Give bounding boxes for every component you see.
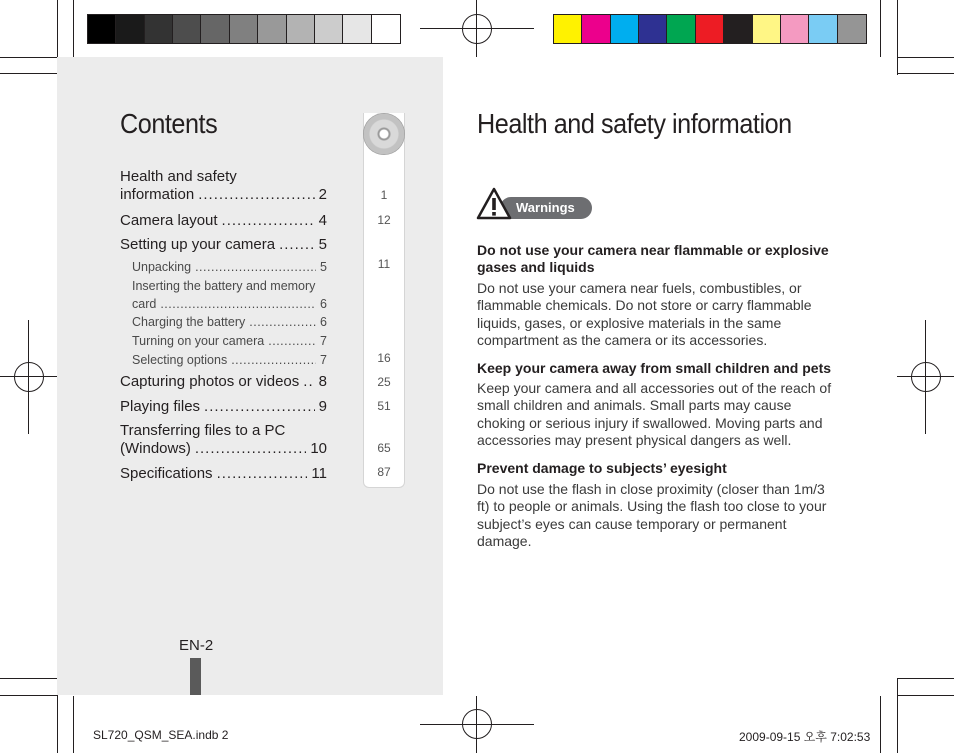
toc-entry-title: Camera layout — [120, 212, 218, 229]
section-heading-children: Keep your camera away from small children and pets — [477, 360, 832, 376]
gray-swatch — [88, 15, 116, 43]
toc-entry[interactable] — [120, 212, 327, 230]
toc-entry-title: Capturing photos or videos — [120, 373, 300, 390]
disc-tab-page: 65 — [377, 441, 391, 455]
gray-swatch — [258, 15, 286, 43]
warnings-badge — [500, 197, 592, 219]
gray-swatch — [372, 15, 400, 43]
color-swatch — [667, 15, 695, 43]
toc-leader-dots — [160, 295, 316, 313]
page-number: EN-2 — [179, 637, 214, 654]
toc-entry-title: Unpacking — [132, 260, 192, 274]
toc-entry-page: 11 — [311, 465, 327, 482]
toc-leader-dots — [195, 258, 316, 276]
gray-swatch — [343, 15, 371, 43]
toc-entry-page: 2 — [318, 186, 327, 203]
color-swatch — [639, 15, 667, 43]
toc-entry-title: information — [120, 186, 195, 203]
toc-leader-dots — [303, 373, 314, 391]
toc-entry-title: Inserting the battery and memory — [132, 279, 316, 293]
health-title: Health and safety information — [477, 108, 792, 139]
toc-leader-dots — [231, 351, 316, 369]
toc-leader-dots — [198, 186, 314, 204]
toc-entry-page: 6 — [320, 297, 327, 311]
toc-leader-dots — [217, 465, 308, 483]
contents-title: Contents — [120, 108, 218, 139]
toc-entry-page: 10 — [310, 440, 327, 457]
section-body-flammable: Do not use your camera near fuels, combustibles, or flammable chemicals. Do not store or carry flammable liquids, gases, or explosive materials in the same compartment as the camera or its accessories. — [477, 280, 812, 348]
toc-entry-page: 8 — [318, 373, 327, 390]
disc-tab-page: 11 — [377, 257, 391, 271]
toc-entry-title: Turning on your camera — [132, 334, 265, 348]
toc-entry[interactable] — [120, 398, 327, 416]
toc-leader-dots — [268, 332, 316, 350]
slug-filename: SL720_QSM_SEA.indb 2 — [93, 728, 229, 742]
toc-entry[interactable] — [132, 332, 327, 350]
page-marker — [190, 658, 201, 695]
toc-leader-dots — [279, 236, 315, 254]
toc-entry[interactable] — [120, 465, 327, 483]
toc-entry[interactable] — [132, 313, 327, 331]
gray-swatch — [201, 15, 229, 43]
toc-leader-dots — [204, 398, 315, 416]
gray-swatch — [287, 15, 315, 43]
section-body-children: Keep your camera and all accessories out of the reach of small children and animals. Small parts may cause choking or serious injury if swallowed. Moving parts and accessories may present physical dangers as well. — [477, 380, 832, 448]
toc-entry[interactable] — [120, 422, 327, 458]
toc-leader-dots — [249, 313, 316, 331]
section-body-eyesight: Do not use the flash in close proximity (closer than 1m/3 ft) to people or animals. Using the flash too close to your subject’s eyes can cause temporary or permanent damage. — [477, 481, 827, 549]
process-color-bar — [553, 14, 867, 44]
disc-tab-page: 25 — [377, 375, 391, 389]
gray-swatch — [116, 15, 144, 43]
color-swatch — [753, 15, 781, 43]
toc-leader-dots — [222, 212, 315, 230]
cd-rom-icon — [363, 113, 405, 155]
toc-entry[interactable] — [132, 351, 327, 369]
color-swatch — [554, 15, 582, 43]
disc-tab-page: 1 — [380, 188, 388, 202]
disc-tab-page: 12 — [377, 213, 391, 227]
toc-entry-page: 4 — [318, 212, 327, 229]
color-swatch — [838, 15, 866, 43]
slug-timestamp: 2009-09-15 오후 7:02:53 — [739, 730, 871, 744]
toc-entry[interactable] — [132, 258, 327, 276]
toc-entry-page: 5 — [318, 236, 327, 253]
section-heading-eyesight: Prevent damage to subjects’ eyesight — [477, 460, 727, 476]
toc-entry[interactable] — [132, 277, 327, 313]
toc-entry-title: Playing files — [120, 398, 201, 415]
color-swatch — [582, 15, 610, 43]
toc-entry[interactable] — [120, 168, 327, 204]
gray-swatch — [315, 15, 343, 43]
color-swatch — [781, 15, 809, 43]
gray-swatch — [173, 15, 201, 43]
toc-entry-title: Charging the battery — [132, 315, 246, 329]
toc-entry-title: Specifications — [120, 465, 213, 482]
toc-entry-title: card — [132, 297, 157, 311]
toc-entry-page: 6 — [320, 315, 327, 329]
toc-entry-page: 5 — [320, 260, 327, 274]
warning-icon — [476, 187, 512, 221]
toc-entry-page: 7 — [320, 334, 327, 348]
toc-entry-title: (Windows) — [120, 440, 191, 457]
disc-tab-page: 87 — [377, 465, 391, 479]
color-swatch — [724, 15, 752, 43]
toc-entry-title: Health and safety — [120, 168, 237, 185]
toc-entry-title: Transferring files to a PC — [120, 422, 286, 439]
section-heading-flammable: Do not use your camera near flammable or explosive gases and liquids — [477, 242, 829, 275]
toc-entry-title: Setting up your camera — [120, 236, 276, 253]
warnings-badge-label: Warnings — [516, 200, 575, 215]
color-swatch — [611, 15, 639, 43]
toc-entry[interactable] — [120, 373, 327, 391]
disc-tab-page: 16 — [377, 351, 391, 365]
grayscale-bar — [87, 14, 401, 44]
disc-tab-page: 51 — [377, 399, 391, 413]
gray-swatch — [145, 15, 173, 43]
toc-entry-page: 9 — [318, 398, 327, 415]
toc-entry-page: 7 — [320, 353, 327, 367]
disc-tab — [363, 113, 405, 488]
color-swatch — [809, 15, 837, 43]
toc-entry-title: Selecting options — [132, 353, 228, 367]
toc-leader-dots — [195, 440, 306, 458]
color-swatch — [696, 15, 724, 43]
toc-entry[interactable] — [120, 236, 327, 254]
gray-swatch — [230, 15, 258, 43]
